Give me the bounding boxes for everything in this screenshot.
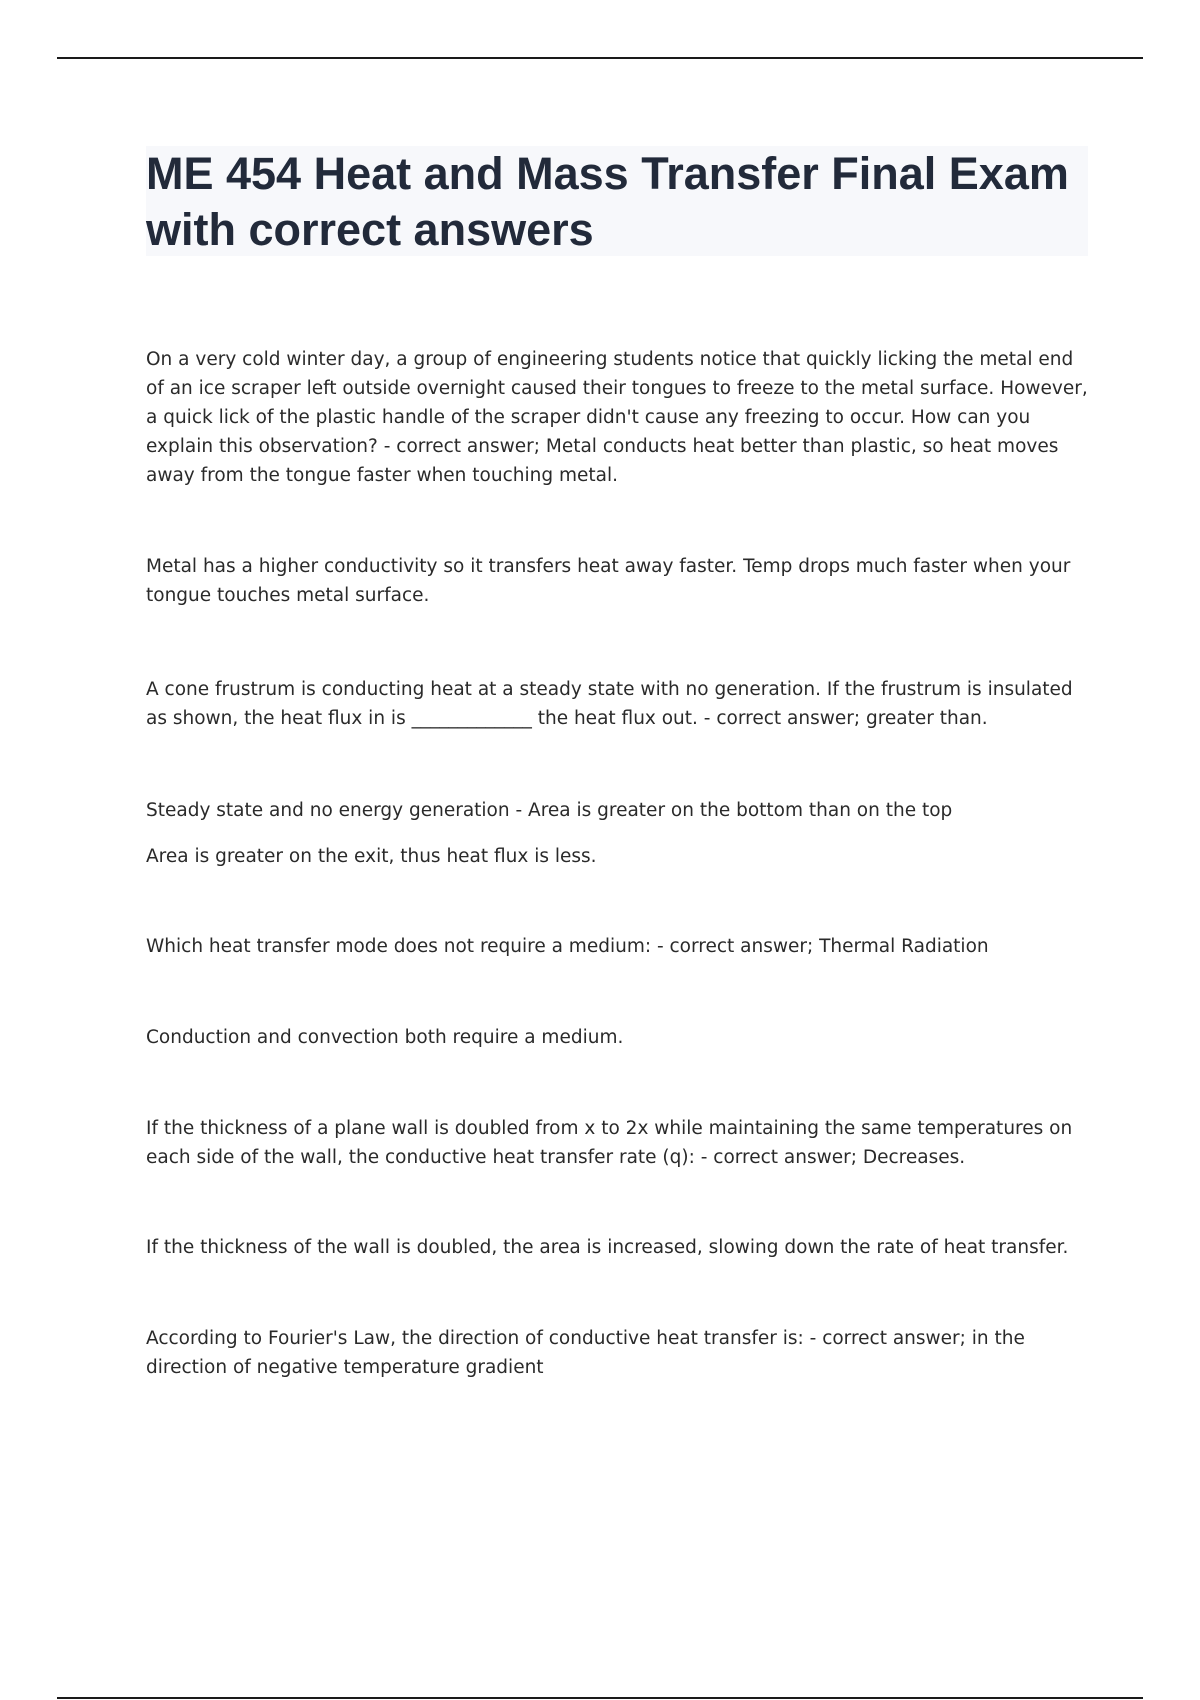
paragraph: Area is greater on the exit, thus heat flux is less.: [146, 846, 597, 867]
paragraph: Metal has a higher conductivity so it transfers heat away faster. Temp drops much faster when your tongue touches metal surface.: [146, 556, 1071, 606]
qa-block-fouriers-law: [146, 1324, 1091, 1382]
qa-block-cone-frustrum: [146, 675, 1091, 733]
paragraph: Which heat transfer mode does not require a medium: - correct answer; Thermal Radiation: [146, 936, 989, 957]
paragraph: A cone frustrum is conducting heat at a steady state with no generation. If the frustrum is insulated as shown, the heat flux in is _____________ the heat flux out. - correct answer; greater than.: [146, 679, 1073, 729]
qa-block-conduction-convection: [146, 1023, 1091, 1052]
paragraph: Conduction and convection both require a medium.: [146, 1027, 624, 1048]
title-banner: [146, 146, 1088, 256]
paragraph: Steady state and no energy generation - Area is greater on the bottom than on the top: [146, 800, 953, 821]
qa-block-plane-wall: [146, 1114, 1091, 1172]
qa-block-steady-state: [146, 796, 1091, 871]
paragraph: On a very cold winter day, a group of engineering students notice that quickly licking the metal end of an ice scraper left outside overnight caused their tongues to freeze to the metal surface. However, a quick lick of the plastic handle of the scraper didn't cause any freezing to occur. How can you explain this observation? - correct answer; Metal conducts heat better than plastic, so heat moves away from the tongue faster when touching metal.: [146, 349, 1088, 486]
paragraph: If the thickness of the wall is doubled, the area is increased, slowing down the rate of heat transfer.: [146, 1237, 1069, 1258]
document-title: ME 454 Heat and Mass Transfer Final Exam with correct answers: [146, 148, 1069, 255]
qa-block-metal-conductivity: [146, 552, 1091, 610]
paragraph: If the thickness of a plane wall is doubled from x to 2x while maintaining the same temperatures on each side of the wall, the conductive heat transfer rate (q): - correct answer; Decreases.: [146, 1118, 1073, 1168]
paragraph: According to Fourier's Law, the direction of conductive heat transfer is: - correct answer; in the direction of negative temperature gradient: [146, 1328, 1025, 1378]
qa-block-wall-thickness: [146, 1233, 1091, 1262]
top-divider: [57, 57, 1143, 59]
qa-block-medium: [146, 932, 1091, 961]
qa-block-tongue-freeze: [146, 345, 1091, 490]
bottom-divider: [57, 1697, 1143, 1699]
